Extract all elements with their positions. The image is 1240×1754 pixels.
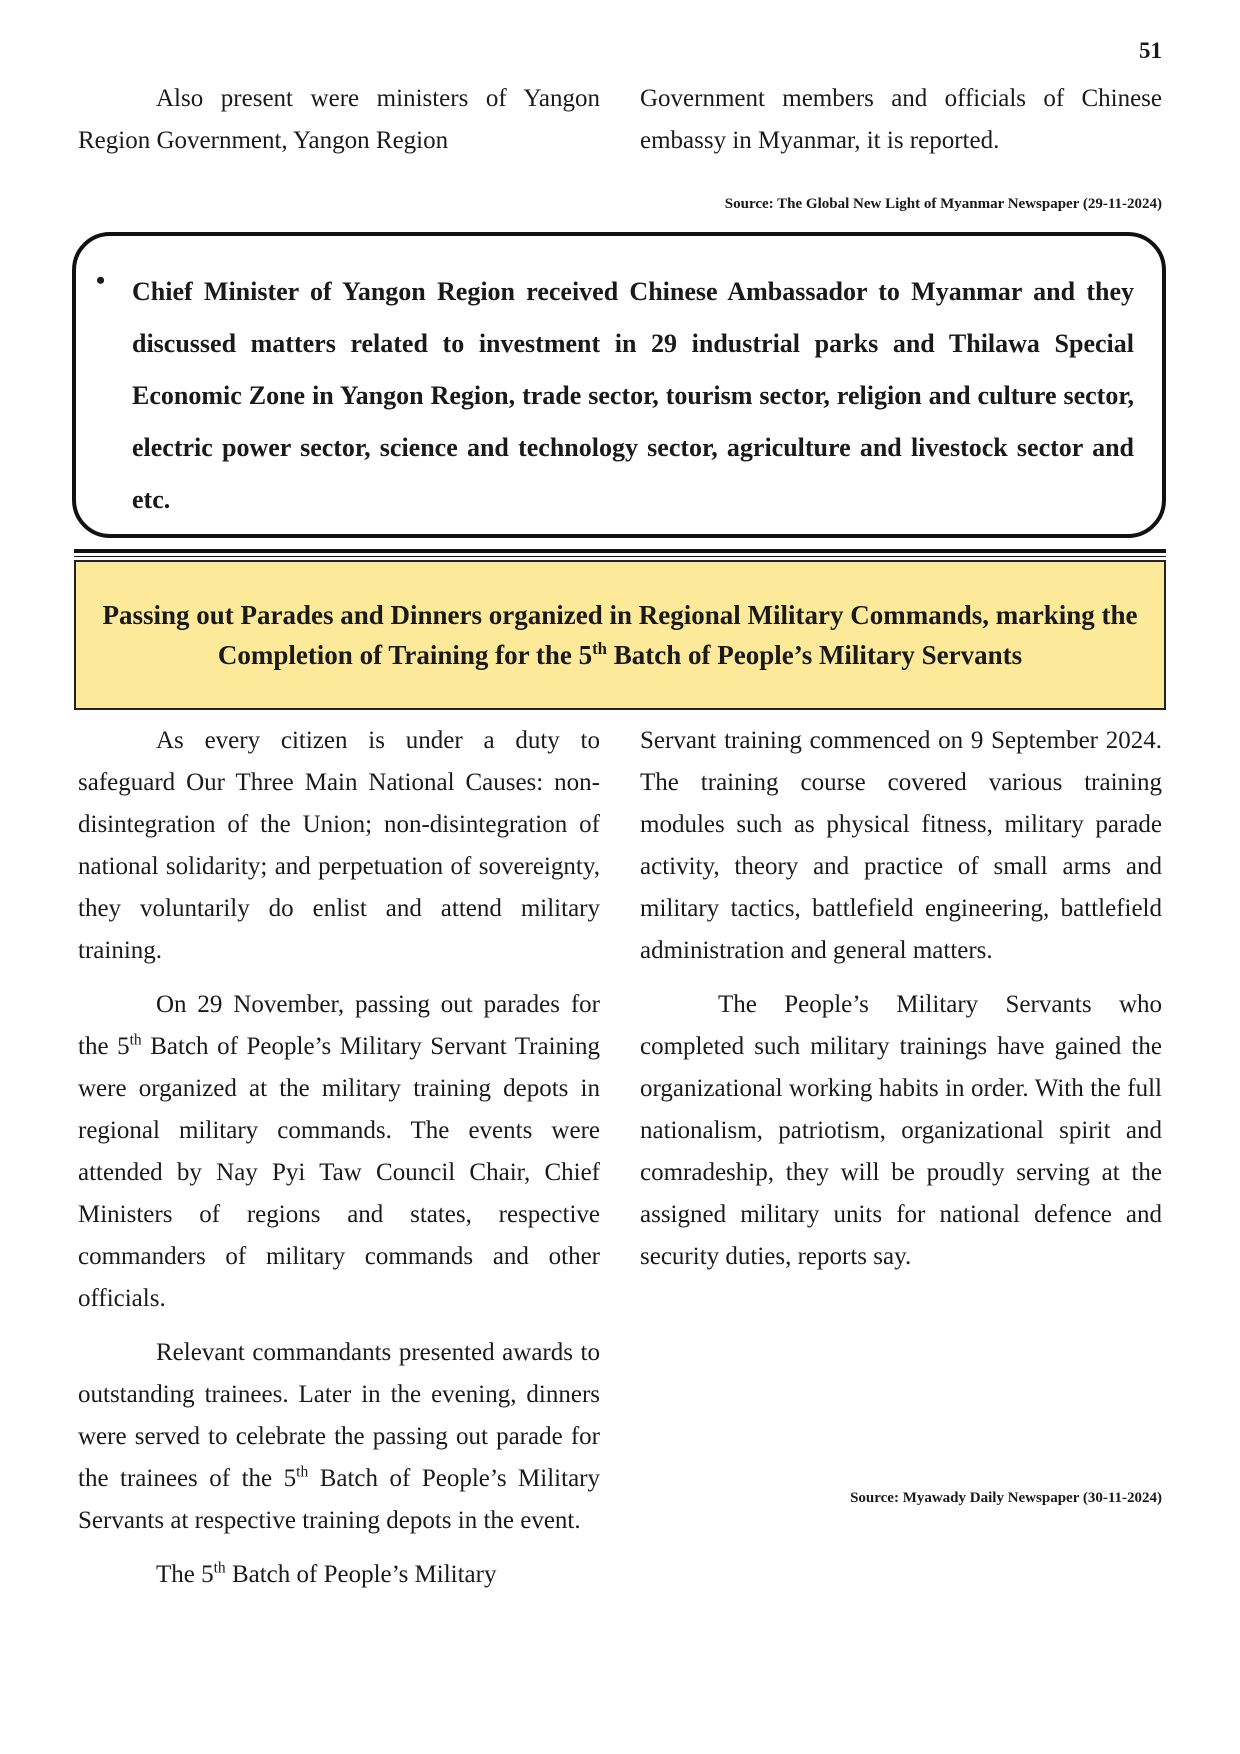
article2-paragraph-1: As every citizen is under a duty to safeguard Our Three Main National Causes: non-disintegration of the Union; non-disintegration of national solidarity; and perpetuation of sovereignty, they voluntarily do enlist and attend military training. bbox=[78, 727, 600, 964]
article1-right-column bbox=[640, 78, 1162, 162]
article2-source: Source: Myawady Daily Newspaper (30-11-2024) bbox=[850, 1490, 1162, 1506]
article1-source: Source: The Global New Light of Myanmar Newspaper (29-11-2024) bbox=[724, 196, 1162, 212]
p2-ordinal-suffix: th bbox=[129, 1031, 142, 1049]
headline-part1: Passing out Parades and Dinners organized in Regional Military Commands, marking the Completion of Training for the 5 bbox=[102, 600, 1138, 670]
bullet-icon: • bbox=[96, 266, 106, 295]
p4-text-b: Batch of People’s Military bbox=[225, 1561, 497, 1588]
headline-title bbox=[100, 595, 1140, 675]
p4-text-a: The 5 bbox=[156, 1561, 214, 1588]
p3-text-a: Relevant commandants presented awards to outstanding trainees. Later in the evening, dinners were served to celebrate the passing out parade for the trainees of the 5 bbox=[78, 1339, 600, 1492]
article2-paragraph-4 bbox=[78, 1554, 600, 1596]
article1-left-column bbox=[78, 78, 600, 162]
section-divider-thin bbox=[74, 556, 1166, 557]
highlight-text: Chief Minister of Yangon Region received Chinese Ambassador to Myanmar and they discussed matters related to investment in 29 industrial parks and Thilawa Special Economic Zone in Yangon Region, trade sector, tourism sector, religion and culture sector, electric power sector, science and technology sector, agriculture and livestock sector and etc. bbox=[132, 277, 1134, 514]
p3-text-b: Batch of People’s Military Servants at respective training depots in the event. bbox=[78, 1465, 600, 1534]
headline-part2: Batch of People’s Military Servants bbox=[606, 640, 1023, 670]
article2-paragraph-2 bbox=[78, 984, 600, 1320]
article2-left-column bbox=[78, 720, 600, 1596]
article1-right-paragraph: Government members and officials of Chinese embassy in Myanmar, it is reported. bbox=[640, 85, 1162, 154]
highlight-box bbox=[72, 232, 1166, 538]
article2-paragraph-5: Servant training commenced on 9 September 2024. The training course covered various training modules such as physical fitness, military parade activity, theory and practice of small arms and military tactics, battlefield engineering, battlefield administration and general matters. bbox=[640, 727, 1162, 964]
section-divider-thick bbox=[74, 549, 1166, 553]
article2-right-column bbox=[640, 720, 1162, 1278]
p2-text-a: On 29 November, passing out parades for the 5 bbox=[78, 991, 600, 1060]
article2-paragraph-6: The People’s Military Servants who completed such military trainings have gained the organizational working habits in order. With the full nationalism, patriotism, organizational spirit and comradeship, they will be proudly serving at the assigned military units for national defence and security duties, reports say. bbox=[640, 991, 1162, 1270]
headline-box bbox=[74, 560, 1166, 710]
p2-text-b: Batch of People’s Military Servant Training were organized at the military training depots in regional military commands. The events were attended by Nay Pyi Taw Council Chair, Chief Ministers of regions and states, respective commanders of military commands and other officials. bbox=[78, 1033, 600, 1312]
p3-ordinal-suffix: th bbox=[296, 1463, 309, 1481]
headline-ordinal-suffix: th bbox=[592, 639, 607, 658]
article2-paragraph-3 bbox=[78, 1332, 600, 1542]
article1-left-paragraph: Also present were ministers of Yangon Region Government, Yangon Region bbox=[78, 85, 600, 154]
p4-ordinal-suffix: th bbox=[213, 1559, 226, 1577]
page-number: 51 bbox=[1139, 38, 1162, 63]
